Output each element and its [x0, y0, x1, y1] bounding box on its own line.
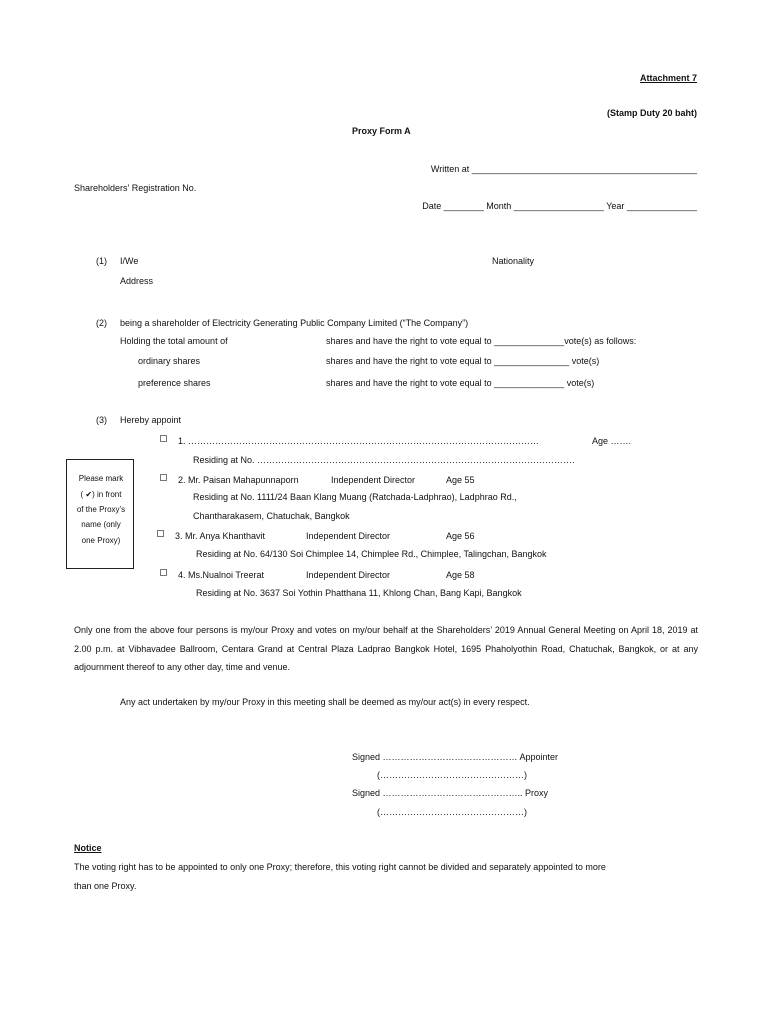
proxy-2-checkbox[interactable] [160, 474, 167, 481]
proxy-1-checkbox[interactable] [160, 435, 167, 442]
proxy-4-checkbox[interactable] [160, 569, 167, 576]
holding-label: Holding the total amount of [120, 336, 228, 346]
proxy-1-age-field[interactable]: Age ……. [592, 436, 632, 446]
nationality-label: Nationality [492, 256, 535, 266]
proxy-1-residing-field[interactable]: Residing at No. ……………………………………………………………………………………………. [193, 455, 575, 465]
date-field[interactable]: Date ________ Month __________________ Year ______________ [422, 201, 697, 211]
holding-vote-field[interactable]: shares and have the right to vote equal to ______________vote(s) as follows: [326, 336, 637, 346]
proxy-3-residing: Residing at No. 64/130 Soi Chimplee 14, Chimplee Rd., Chimplee, Talingchan, Bangkok [196, 549, 547, 559]
notice-title: Notice [74, 843, 102, 853]
ordinary-vote-field[interactable]: shares and have the right to vote equal to _______________ vote(s) [326, 356, 600, 366]
section-2-number: (2) [96, 318, 107, 328]
preference-vote-field[interactable]: shares and have the right to vote equal to ______________ vote(s) [326, 378, 595, 388]
meeting-paragraph: Only one from the above four persons is my/our Proxy and votes on my/our behalf at the Shareholders’ 2019 Annual General Meeting on April 18, 2019 at 2.00 p.m. at Vibhavadee Ballroom, Centara Grand at Central Plaza Ladprao Bangkok Hotel, 1695 Phaholyothin Road, Chatuchak, Bangkok, or at any adjournment thereof to any other day, time and venue. [74, 625, 698, 672]
proxy-4-age: Age 58 [446, 570, 475, 580]
proxy-4-position: Independent Director [306, 570, 391, 580]
proxy-3-age: Age 56 [446, 531, 475, 541]
note-line: name (only [81, 520, 121, 529]
mark-instruction-box [66, 459, 134, 569]
note-line: of the Proxy’s [76, 505, 126, 514]
written-at-field[interactable]: Written at _____________________________________________ [430, 164, 697, 174]
stamp-duty-label: (Stamp Duty 20 baht) [606, 108, 697, 118]
hereby-appoint-label: Hereby appoint [120, 415, 182, 425]
proxy-3-name: 3. Mr. Anya Khanthavit [175, 531, 266, 541]
note-line: Please mark [78, 474, 124, 483]
proxy-4-residing: Residing at No. 3637 Soi Yothin Phatthana 11, Khlong Chan, Bang Kapi, Bangkok [196, 588, 522, 598]
section-3-number: (3) [96, 415, 107, 425]
proxy-1-name-field[interactable]: 1. ……………………………………………………………………………………………………… [178, 436, 540, 446]
note-line: one Proxy) [81, 536, 121, 545]
preference-shares-label: preference shares [138, 378, 211, 388]
appointer-signature-field[interactable]: Signed ……………………………………… Appointer [352, 752, 559, 762]
proxy-2-name: 2. Mr. Paisan Mahapunnaporn [178, 475, 299, 485]
address-label: Address [120, 276, 154, 286]
deemed-statement: Any act undertaken by my/our Proxy in this meeting shall be deemed as my/our act(s) in every respect. [120, 697, 530, 707]
note-line: ( ✔) in front [80, 490, 122, 499]
form-title: Proxy Form A [352, 126, 411, 136]
proxy-name-field[interactable]: (…………………………………………) [377, 807, 527, 817]
proxy-3-checkbox[interactable] [157, 530, 164, 537]
proxy-2-age: Age 55 [446, 475, 475, 485]
proxy-signature-field[interactable]: Signed ……………………………………….. Proxy [352, 788, 549, 798]
notice-text-cont: than one Proxy. [74, 881, 137, 891]
proxy-2-residing-cont: Chantharakasem, Chatuchak, Bangkok [193, 511, 350, 521]
section-1-number: (1) [96, 256, 107, 266]
notice-text: The voting right has to be appointed to only one Proxy; therefore, this voting right cannot be divided and separately appointed to more [74, 862, 606, 872]
appointer-name-field[interactable]: (…………………………………………) [377, 770, 527, 780]
registration-label: Shareholders' Registration No. [74, 183, 197, 193]
proxy-2-residing: Residing at No. 1111/24 Baan Klang Muang (Ratchada-Ladphrao), Ladphrao Rd., [193, 492, 517, 502]
shareholder-statement: being a shareholder of Electricity Generating Public Company Limited (“The Company”) [120, 318, 469, 328]
ordinary-shares-label: ordinary shares [138, 356, 201, 366]
attachment-label: Attachment 7 [639, 73, 697, 83]
proxy-4-name: 4. Ms.Nualnoi Treerat [178, 570, 265, 580]
proxy-3-position: Independent Director [306, 531, 391, 541]
proxy-2-position: Independent Director [331, 475, 416, 485]
iwe-label: I/We [120, 256, 139, 266]
